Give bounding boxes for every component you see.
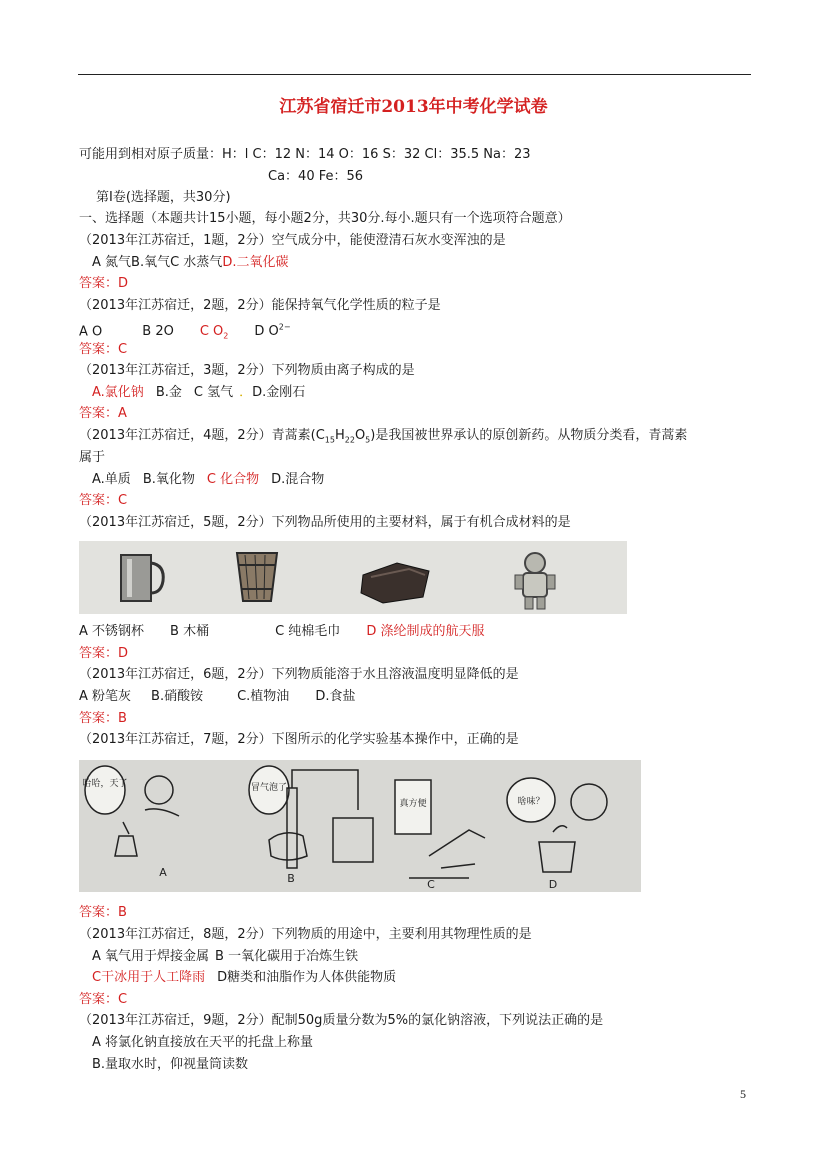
- question-8-options-line2: [92, 969, 396, 987]
- question-1-answer: 答案：D: [79, 276, 129, 291]
- option-d-superscript: 2−: [278, 323, 291, 332]
- question-7-stem: （2013年江苏宿迁，7题，2分）下图所示的化学实验基本操作中，正确的是: [79, 732, 519, 747]
- stem-text: O: [354, 428, 366, 443]
- option-a: A 不锈钢杯: [79, 624, 145, 639]
- question-4-options: [92, 471, 324, 489]
- option-d: D.食盐: [315, 689, 356, 704]
- steel-cup-image: [121, 555, 163, 601]
- option-a: A.单质: [92, 472, 131, 487]
- lab-operations-figure: [79, 760, 641, 892]
- stem-text: 的氯化钠溶液，下列说法正确的是: [408, 1013, 604, 1028]
- question-5-answer: 答案：D: [79, 646, 129, 661]
- option-d: D.二氧化碳: [222, 255, 289, 270]
- option-a: A 粉笔灰: [79, 689, 132, 704]
- question-6-answer: 答案：B: [79, 711, 127, 726]
- question-9-option-a: A 将氯化钠直接放在天平的托盘上称量: [92, 1035, 314, 1050]
- option-a: A O: [79, 324, 103, 340]
- question-7-answer: 答案：B: [79, 905, 127, 920]
- option-b: B.硝酸铵: [151, 689, 204, 704]
- figure-label-d: D: [548, 878, 558, 891]
- option-d: D.金刚石: [252, 385, 306, 400]
- subscript: 5: [365, 435, 371, 445]
- space-suit-image: [515, 553, 555, 609]
- stem-text: （2013年江苏宿迁，4题，2分）青蒿素(C: [79, 428, 325, 443]
- question-4-stem-cont: 属于: [79, 450, 106, 465]
- hand-c: [429, 830, 485, 856]
- beaker-b: [333, 818, 373, 862]
- question-8-options-line1: [92, 948, 358, 966]
- stem-text: H: [334, 428, 345, 443]
- option-b: B 木桶: [170, 624, 210, 639]
- stem-value: 5%: [387, 1013, 409, 1028]
- option-c: C.植物油: [237, 689, 290, 704]
- section-title: 第Ⅰ卷(选择题，共30分): [96, 190, 231, 205]
- bottle-a: [115, 836, 137, 856]
- question-9-stem: [79, 1012, 603, 1030]
- question-1-stem: （2013年江苏宿迁，1题，2分）空气成分中，能使澄清石灰水变浑浊的是: [79, 233, 506, 248]
- stem-text: )是我国被世界承认的原创新药。从物质分类看，青蒿素: [370, 428, 688, 443]
- option-d: D 涤纶制成的航天服: [366, 624, 485, 639]
- option-d: [254, 324, 290, 339]
- bubble-text-d: 啥味？: [517, 797, 545, 807]
- figure-label-c: C: [427, 878, 435, 891]
- question-9-option-b: B.量取水时，仰视量筒读数: [92, 1057, 249, 1072]
- hand-b: [269, 833, 307, 860]
- question-5-options: [79, 623, 484, 641]
- page-number: 5: [740, 1087, 746, 1101]
- option-c-text: C O: [199, 324, 224, 340]
- option-mark: ．: [239, 385, 253, 400]
- bubble-text-b: 冒气泡了: [250, 783, 288, 793]
- bubble-text-c: 真方便: [399, 799, 427, 809]
- option-c: C 纯棉毛巾: [275, 624, 341, 639]
- bubble-text-a: 哈哈，天了: [82, 779, 128, 789]
- stem-text: 质量分数为: [322, 1013, 388, 1028]
- question-1-options: [92, 254, 288, 272]
- question-4-stem: [79, 427, 687, 450]
- materials-photo-strip: [79, 541, 627, 614]
- question-4-answer: 答案：C: [79, 493, 128, 508]
- question-6-stem: （2013年江苏宿迁，6题，2分）下列物质能溶于水且溶液温度明显降低的是: [79, 667, 519, 682]
- person-d-head: [571, 784, 607, 820]
- person-a-head: [145, 776, 173, 804]
- option-c: C 氢气: [193, 385, 234, 400]
- option-a: A 氧气用于焊接金属: [92, 949, 210, 964]
- option-d: D糖类和油脂作为人体供能物质: [217, 970, 397, 985]
- option-a: A 氮气: [92, 255, 132, 270]
- stem-value: 50g: [297, 1013, 323, 1028]
- question-2-stem: （2013年江苏宿迁，2题，2分）能保持氧气化学性质的粒子是: [79, 298, 441, 313]
- cotton-towel-image: [361, 563, 429, 603]
- question-6-options: [79, 688, 355, 706]
- option-b: B 一氧化碳用于冶炼生铁: [215, 949, 359, 964]
- option-c: C干冰用于人工降雨: [92, 970, 206, 985]
- header-rule: [78, 74, 751, 75]
- figure-label-a: A: [159, 866, 167, 879]
- question-3-stem: （2013年江苏宿迁，3题，2分）下列物质由离子构成的是: [79, 363, 415, 378]
- option-b: B.金: [155, 385, 182, 400]
- test-tube-b: [287, 788, 297, 868]
- wooden-bucket-image: [237, 553, 277, 601]
- option-c: C 水蒸气: [170, 255, 223, 270]
- option-d: D.混合物: [271, 472, 325, 487]
- option-a: A.氯化钠: [92, 385, 144, 400]
- stem-text: （2013年江苏宿迁，9题，2分）配制: [79, 1013, 298, 1028]
- option-d-text: D O: [254, 324, 279, 340]
- option-c: C 化合物: [206, 472, 260, 487]
- option-c: [200, 324, 229, 339]
- page-title: 江苏省宿迁市2013年中考化学试卷: [279, 97, 548, 117]
- option-c-subscript: 2: [223, 331, 229, 341]
- question-8-answer: 答案：C: [79, 992, 128, 1007]
- subscript: 15: [324, 435, 335, 445]
- atomic-mass-line-2: Ca：40 Fe：56: [268, 169, 364, 184]
- option-b: B 2O: [142, 324, 174, 340]
- figure-label-b: B: [287, 872, 295, 885]
- question-2-answer: 答案：C: [79, 342, 128, 357]
- question-3-options: [92, 384, 305, 402]
- subscript: 22: [344, 435, 355, 445]
- materials-photo: [79, 541, 627, 614]
- speech-bubble-a: [85, 766, 125, 814]
- option-b: B.氧化物: [142, 472, 195, 487]
- option-b: B.氧气: [131, 255, 171, 270]
- lab-operations-drawing: [79, 760, 641, 892]
- beaker-d: [539, 842, 575, 872]
- section-instructions: 一、选择题（本题共计15小题，每小题2分，共30分.每小.题只有一个选项符合题意）: [79, 211, 571, 226]
- question-3-answer: 答案：A: [79, 406, 127, 421]
- atomic-mass-line: 可能用到相对原子质量：H：l C：12 N：14 O：16 S：32 Cl：35.5 Na：23: [79, 147, 531, 162]
- question-5-stem: （2013年江苏宿迁，5题，2分）下列物品所使用的主要材料，属于有机合成材料的是: [79, 515, 571, 530]
- question-8-stem: （2013年江苏宿迁，8题，2分）下列物质的用途中，主要利用其物理性质的是: [79, 927, 532, 942]
